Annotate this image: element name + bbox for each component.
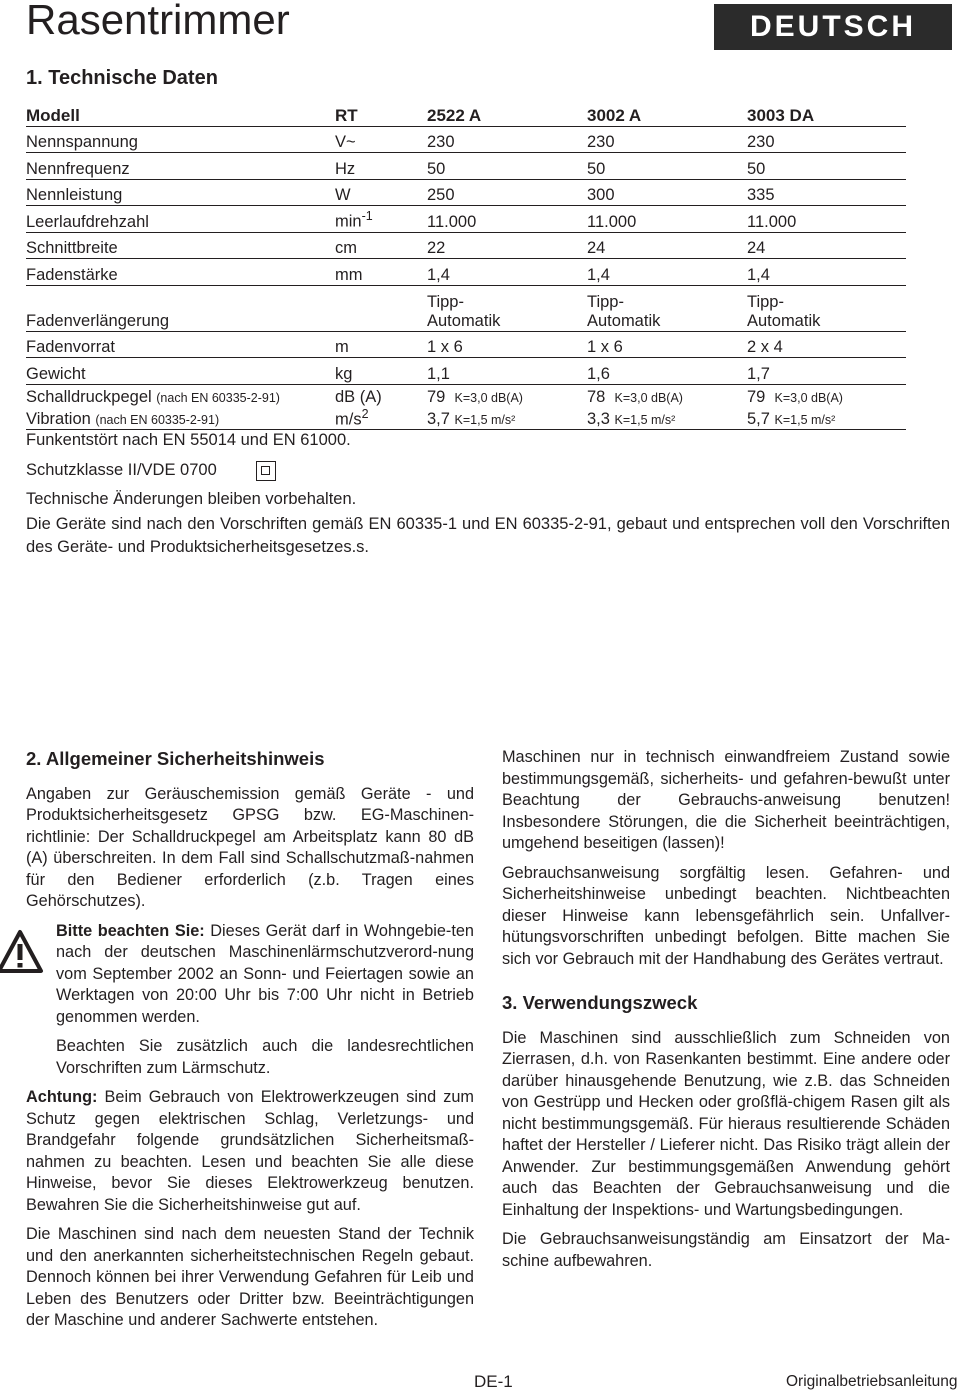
table-cell: Schnittbreite [26,232,335,259]
tolerance: K=1,5 m/s² [614,413,676,427]
table-cell: mm [335,259,427,286]
norm-reference: (nach EN 60335-2-91) [156,390,280,405]
table-cell: 230 [427,126,587,153]
table-row [26,384,906,407]
table-cell: 24 [747,232,906,259]
unit-text: min [335,212,362,231]
table-cell: cm [335,232,427,259]
table-cell: Nennspannung [26,126,335,153]
table-cell: 11.000 [747,206,906,233]
notice-label: Bitte beachten Sie: [56,921,205,940]
cell-line: Tipp- [747,292,784,311]
attention-text: Beim Gebrauch von Elektrowerkzeugen sind zum Schutz gegen elektrischen Schlag, Verletzungs- und Brandgefahr folgende grundsätzlichen Sicherheitsmaß-nahmen zu beachten. Lesen und beachten Sie alle diese Hinweise, bevor Sie dieses Elektrowerkzeug benutzen. Bewahren Sie die Sicherheitshinweise gut auf. [26,1088,474,1214]
changes-note: Technische Änderungen bleiben vorbehalten. [26,490,357,508]
table-header-cell: RT [335,100,427,126]
table-cell: Hz [335,153,427,180]
table-cell: Fadenvorrat [26,331,335,358]
table-row [26,358,906,385]
table-cell [427,384,587,407]
table-cell: Fadenstärke [26,259,335,286]
table-cell: 1 x 6 [587,331,747,358]
compliance-note: Die Geräte sind nach den Vorschriften gemäß EN 60335-1 und EN 60335-2-91, gebaut und entsprechen voll den Vorschriften des Geräte- und Produktsicherheitsgesetzes.s. [26,515,950,556]
table-cell: 1,1 [427,358,587,385]
table-cell: 250 [427,179,587,206]
table-cell: 24 [587,232,747,259]
table-cell [335,407,427,430]
table-row [26,407,906,430]
table-cell: 2 x 4 [747,331,906,358]
language-badge: DEUTSCH [714,4,952,50]
table-header-cell: 3002 A [587,100,747,126]
table-cell: 11.000 [587,206,747,233]
attention-label: Achtung: [26,1088,98,1106]
tolerance: K=3,0 dB(A) [774,390,843,405]
table-cell: 1,4 [747,259,906,286]
document-title: Rasentrimmer [26,0,290,43]
table-cell: dB (A) [335,387,382,406]
table-row [26,285,906,331]
machine-condition-paragraph: Maschinen nur in technisch einwandfreiem Zustand sowie bestimmungsgemäß, sicherheits- und gefahren-bewußt unter Beachtung der Gebrauchs-anweisung benutzen! Insbesondere Störungen, die die Sicherheit beeinträchtigen, umgehend beseitigen (lassen)! [502,748,950,852]
section-3-heading: 3. Verwendungszweck [502,992,698,1013]
table-row [26,232,906,259]
unit-text: m/s [335,410,362,428]
table-cell: W [335,179,427,206]
table-cell: 11.000 [427,206,587,233]
table-cell: 1 x 6 [427,331,587,358]
table-cell [587,407,747,430]
protection-class-icon [256,461,276,481]
read-instructions-paragraph: Gebrauchsanweisung sorgfältig lesen. Gefahren- und Sicherheitshinweise unbedingt beachten. Nichtbeachten dieser Hinweise kann lebensgefährlich sein. Unfallver-hütungsvorschriften unbedingt befolgen. Bitte machen Sie sich vor Gebrauch mit der Handhabung des Gerätes vertraut. [502,863,950,968]
table-cell [335,206,427,233]
interference-note: Funkentstört nach EN 55014 und EN 61000. [26,431,351,449]
table-header-cell: Modell [26,100,335,126]
cell-line: Automatik [427,311,501,330]
table-cell: 22 [427,232,587,259]
cell-value: 3,7 [427,410,450,428]
table-cell: Nennleistung [26,179,335,206]
table-cell: 50 [747,153,906,180]
table-row [26,126,906,153]
table-cell: 1,4 [587,259,747,286]
table-cell [747,407,906,430]
table-cell: Gewicht [26,358,335,385]
table-cell: 1,6 [587,358,747,385]
keep-manual-paragraph: Die Gebrauchsanweisungständig am Einsatzort der Ma-schine aufbewahren. [502,1230,950,1270]
table-cell [26,384,335,407]
table-cell [747,384,906,407]
table-cell: 50 [427,153,587,180]
table-cell [26,407,335,430]
table-cell: 1,7 [747,358,906,385]
norm-reference: (nach EN 60335-2-91) [95,413,220,427]
cell-line: Automatik [587,311,661,330]
row-label: Vibration [26,410,91,428]
table-row [26,259,906,286]
table-cell: 335 [747,179,906,206]
table-cell: 230 [747,126,906,153]
cell-value: 3,3 [587,410,610,428]
technical-data-table [26,100,906,430]
tolerance: K=3,0 dB(A) [454,390,523,405]
table-row [26,153,906,180]
intended-use-paragraph: Die Maschinen sind ausschließlich zum Schneiden von Zierrasen, d.h. von Rasenkanten bestimmt. Eine andere oder darüber hinausgehende Benutzung, wie z.B. das Schneiden von Gestrüpp und Hecken oder großflä-chigem Rasen gilt als nicht bestimmungsgemäß. Für hieraus resultierende Schäden haftet der Hersteller / Lieferer nicht. Das Risiko trägt allein der Anwender. Zur bestimmungsgemäßen Anwendung gehört auch das Beachten der Gebrauchsanweisung und die Einhaltung der Inspektions- und Wartungsbedingungen. [502,1028,950,1219]
cell-value: 5,7 [747,410,770,428]
table-row [26,179,906,206]
emission-paragraph: Angaben zur Geräuschemission gemäß Geräte - und Produktsicherheitsgesetz GPSG bzw. EG-Maschinen-richtlinie: Der Schalldruckpegel am Arbeitsplatz kann 80 dB (A) überschreiten. In dem Fall sind Schallschutzmaß-nahmen für den Bediener erforderlich (z.b. Tragen eines Gehörschutzes). [26,784,474,910]
table-row [26,206,906,233]
section-2-heading: 2. Allgemeiner Sicherheitshinweis [26,748,325,769]
cell-line: Tipp- [587,292,624,311]
noise-regulations-paragraph: Beachten Sie zusätzlich auch die landesrechtlichen Vorschriften zum Lärmschutz. [56,1037,474,1077]
table-cell: Fadenverlängerung [26,285,335,331]
unit-superscript: -1 [361,209,373,223]
section-1-heading: 1. Technische Daten [26,67,218,89]
table-cell: m [335,331,427,358]
cell-line: Automatik [747,311,821,330]
table-cell: Nennfrequenz [26,153,335,180]
notice-paragraph [56,921,474,1029]
table-cell [335,285,427,331]
cell-value: 79 [747,387,766,406]
table-cell [747,285,906,331]
notice-text: Dieses Gerät darf in Wohngebie-ten nach der deutschen Maschinenlärmschutzverord-nung vom September 2002 an Sonn- und Feiertagen sowie an Werktagen von 20:00 Uhr bis 7:00 Uhr nicht in Betrieb genommen werden. [56,921,474,1026]
protection-class-note: Schutzklasse II/VDE 0700 [26,461,217,479]
page-number: DE-1 [474,1372,513,1391]
table-header-cell: 2522 A [427,100,587,126]
table-cell: 230 [587,126,747,153]
attention-paragraph [26,1087,474,1216]
table-cell [427,407,587,430]
unit-superscript: 2 [361,406,369,421]
tolerance: K=3,0 dB(A) [614,390,683,405]
table-row [26,331,906,358]
cell-value: 78 [587,387,606,406]
table-cell: V~ [335,126,427,153]
table-cell [587,384,747,407]
table-cell: 50 [587,153,747,180]
table-header-row [26,100,906,126]
tolerance: K=1,5 m/s² [454,413,516,427]
cell-value: 79 [427,387,446,406]
cell-line: Tipp- [427,292,464,311]
table-cell: 1,4 [427,259,587,286]
table-cell: Leerlaufdrehzahl [26,206,335,233]
table-cell [587,285,747,331]
state-of-art-paragraph: Die Maschinen sind nach dem neuesten Stand der Technik und den anerkannten sicherheitstechnischen Regeln gebaut. Dennoch können bei ihrer Verwendung Gefahren für Leib und Leben des Benutzers oder Dritter bzw. Beeinträchtigungen der Maschine und anderer Sachwerte entstehen. [26,1225,474,1329]
left-column [26,748,474,1340]
footer-label: Originalbetriebsanleitung [786,1373,958,1390]
table-cell [427,285,587,331]
row-label: Schalldruckpegel [26,387,152,406]
table-header-cell: 3003 DA [747,100,906,126]
tolerance: K=1,5 m/s² [774,413,836,427]
right-column [502,747,950,1280]
table-cell: kg [335,358,427,385]
warning-triangle-icon [0,929,44,975]
warning-block [26,921,474,1080]
table-cell: 300 [587,179,747,206]
